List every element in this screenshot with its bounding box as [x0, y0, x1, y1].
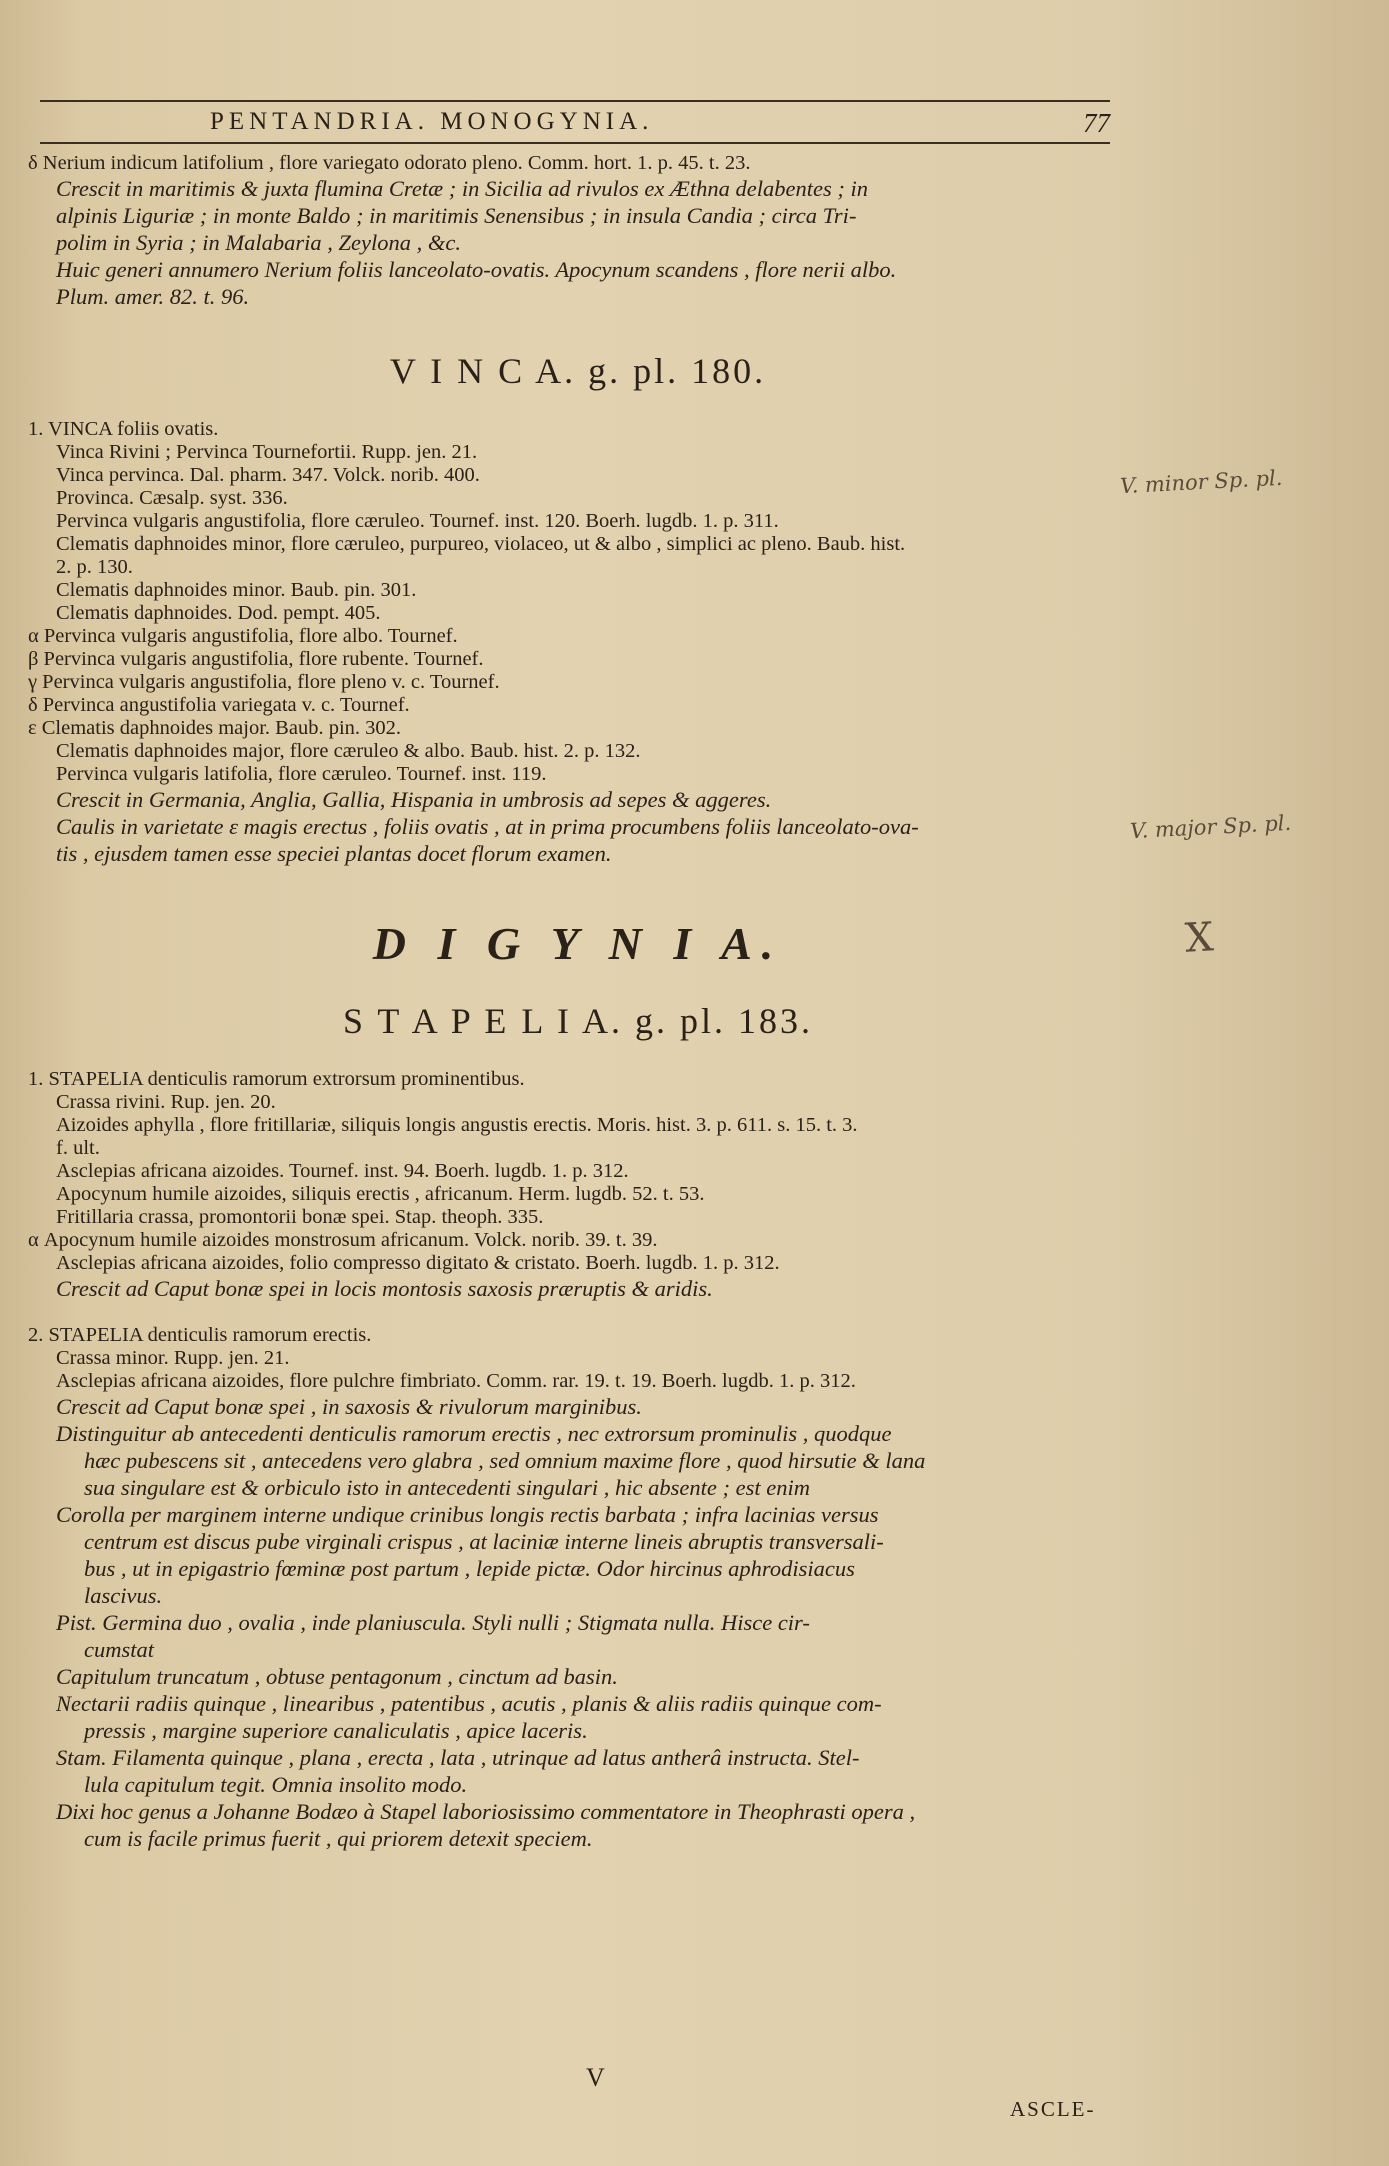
vinca-line: 1. VINCA foliis ovatis.: [28, 418, 219, 440]
nerium-line: Plum. amer. 82. t. 96.: [56, 284, 250, 309]
nerium-line: polim in Syria ; in Malabaria , Zeylona , &c.: [56, 230, 461, 255]
section-heading-digynia: D I G Y N I A.: [372, 918, 784, 969]
vinca-line: Provinca. Cæsalp. syst. 336.: [56, 487, 288, 509]
vinca-line: Pervinca vulgaris latifolia, flore cæruleo. Tournef. inst. 119.: [56, 763, 547, 785]
page-content: [28, 100, 1358, 1852]
vinca-line: β Pervinca vulgaris angustifolia, flore rubente. Tournef.: [28, 648, 484, 670]
stapelia-line: Dixi hoc genus a Johanne Bodæo à Stapel laboriosissimo commentatore in Theophrasti opera ,: [56, 1799, 916, 1824]
stapelia-line: cumstat: [84, 1637, 154, 1662]
stapelia-line: hæc pubescens sit , antecedens vero glabra , sed omnium maxime flore , quod hirsutie & lana: [84, 1448, 926, 1473]
vinca-line: Clematis daphnoides minor, flore cæruleo, purpureo, violaceo, ut & albo , simplici ac pleno. Baub. hist.: [56, 533, 906, 555]
vinca-line: Clematis daphnoides major, flore cæruleo & albo. Baub. hist. 2. p. 132.: [56, 740, 641, 762]
genus-heading-vinca: V I N C A. g. pl. 180.: [389, 351, 767, 391]
stapelia-line: Pist. Germina duo , ovalia , inde planiuscula. Styli nulli ; Stigmata nulla. Hisce cir-: [56, 1610, 810, 1635]
stapelia-species-2: [28, 1324, 1358, 1852]
stapelia-line: α Apocynum humile aizoides monstrosum africanum. Volck. norib. 39. t. 39.: [28, 1229, 658, 1251]
stapelia-line: centrum est discus pube virginali crispus , at laciniæ interne lineis abruptis transversali-: [84, 1529, 884, 1554]
nerium-line: alpinis Liguriæ ; in monte Baldo ; in maritimis Senensibus ; in insula Candia ; circa Tri-: [56, 203, 857, 228]
nerium-block: [28, 152, 1358, 310]
stapelia-line: 1. STAPELIA denticulis ramorum extrorsum prominentibus.: [28, 1068, 525, 1090]
stapelia-line: Aizoides aphylla , flore fritillariæ, siliquis longis angustis erectis. Moris. hist. 3. p. 611. s. 15. t. 3.: [56, 1114, 858, 1136]
stapelia-line: cum is facile primus fuerit , qui priorem detexit speciem.: [84, 1826, 593, 1851]
vinca-line: Crescit in Germania, Anglia, Gallia, Hispania in umbrosis ad sepes & aggeres.: [56, 787, 772, 812]
stapelia-line: Stam. Filamenta quinque , plana , erecta , lata , utrinque ad latus antherâ instructa. Stel-: [56, 1745, 860, 1770]
stapelia-line: Crescit ad Caput bonæ spei , in saxosis & rivulorum marginibus.: [56, 1394, 642, 1419]
nerium-line: Huic generi annumero Nerium foliis lanceolato-ovatis. Apocynum scandens , flore nerii albo.: [56, 257, 897, 282]
vinca-line: γ Pervinca vulgaris angustifolia, flore pleno v. c. Tournef.: [28, 671, 500, 693]
spacer: [28, 1302, 1358, 1324]
margin-note-cross: X: [1183, 914, 1215, 962]
margin-note-minor: V. minor Sp. pl.: [1119, 465, 1283, 499]
vinca-line: α Pervinca vulgaris angustifolia, flore albo. Tournef.: [28, 625, 458, 647]
stapelia-line: Crescit ad Caput bonæ spei in locis montosis saxosis præruptis & aridis.: [56, 1276, 713, 1301]
stapelia-line: Crassa minor. Rupp. jen. 21.: [56, 1347, 290, 1369]
running-head-title: PENTANDRIA. MONOGYNIA.: [210, 108, 654, 135]
margin-note-major: V. major Sp. pl.: [1129, 810, 1292, 844]
stapelia-line: Capitulum truncatum , obtuse pentagonum , cinctum ad basin.: [56, 1664, 618, 1689]
stapelia-line: pressis , margine superiore canaliculatis , apice laceris.: [84, 1718, 588, 1743]
vinca-line: 2. p. 130.: [56, 556, 133, 578]
stapelia-line: bus , ut in epigastrio fœminæ post partum , lepide pictæ. Odor hircinus aphrodisiacus: [84, 1556, 855, 1581]
stapelia-line: Nectarii radiis quinque , linearibus , patentibus , acutis , planis & aliis radiis quinque com-: [56, 1691, 882, 1716]
stapelia-line: Fritillaria crassa, promontorii bonæ spei. Stap. theoph. 335.: [56, 1206, 544, 1228]
vinca-line: Pervinca vulgaris angustifolia, flore cæruleo. Tournef. inst. 120. Boerh. lugdb. 1. p. 311.: [56, 510, 779, 532]
vinca-line: tis , ejusdem tamen esse speciei plantas docet florum examen.: [56, 841, 612, 866]
genus-heading-stapelia: S T A P E L I A. g. pl. 183.: [342, 1001, 814, 1041]
vinca-line: Vinca Rivini ; Pervinca Tournefortii. Rupp. jen. 21.: [56, 441, 478, 463]
page-number: 77: [1083, 108, 1110, 138]
stapelia-species-1: [28, 1068, 1358, 1302]
stapelia-line: Apocynum humile aizoides, siliquis erectis , africanum. Herm. lugdb. 52. t. 53.: [56, 1183, 705, 1205]
stapelia-line: lascivus.: [84, 1583, 163, 1608]
stapelia-line: Asclepias africana aizoides, folio compresso digitato & cristato. Boerh. lugdb. 1. p. 312.: [56, 1252, 780, 1274]
stapelia-line: Crassa rivini. Rup. jen. 20.: [56, 1091, 276, 1113]
vinca-line: Caulis in varietate ε magis erectus , foliis ovatis , at in prima procumbens foliis lanceolato-ova-: [56, 814, 919, 839]
vinca-line: Clematis daphnoides. Dod. pempt. 405.: [56, 602, 381, 624]
stapelia-line: 2. STAPELIA denticulis ramorum erectis.: [28, 1324, 372, 1346]
vinca-line: δ Pervinca angustifolia variegata v. c. Tournef.: [28, 694, 410, 716]
vinca-line: Vinca pervinca. Dal. pharm. 347. Volck. norib. 400.: [56, 464, 480, 486]
stapelia-line: lula capitulum tegit. Omnia insolito modo.: [84, 1772, 468, 1797]
stapelia-line: Asclepias africana aizoides. Tournef. inst. 94. Boerh. lugdb. 1. p. 312.: [56, 1160, 629, 1182]
vinca-line: Clematis daphnoides minor. Baub. pin. 301.: [56, 579, 417, 601]
stapelia-line: f. ult.: [56, 1137, 100, 1159]
signature-mark: V: [586, 2063, 605, 2092]
running-head: [40, 100, 1110, 144]
stapelia-line: Distinguitur ab antecedenti denticulis ramorum erectis , nec extrorsum prominulis , quodque: [56, 1421, 892, 1446]
stapelia-line: Corolla per marginem interne undique crinibus longis rectis barbata ; infra lacinias versus: [56, 1502, 879, 1527]
catchword: ASCLE-: [1010, 2097, 1096, 2121]
stapelia-line: sua singulare est & orbiculo isto in antecedenti singulari , hic absente ; est enim: [84, 1475, 810, 1500]
vinca-line: ε Clematis daphnoides major. Baub. pin. 302.: [28, 717, 402, 739]
nerium-line: Crescit in maritimis & juxta flumina Cretæ ; in Sicilia ad rivulos ex Æthna delabentes ; in: [56, 176, 869, 201]
nerium-line: δ Nerium indicum latifolium , flore variegato odorato pleno. Comm. hort. 1. p. 45. t. 23.: [28, 152, 751, 174]
stapelia-line: Asclepias africana aizoides, flore pulchre fimbriato. Comm. rar. 19. t. 19. Boerh. lugdb. 1. p. 312.: [56, 1370, 856, 1392]
